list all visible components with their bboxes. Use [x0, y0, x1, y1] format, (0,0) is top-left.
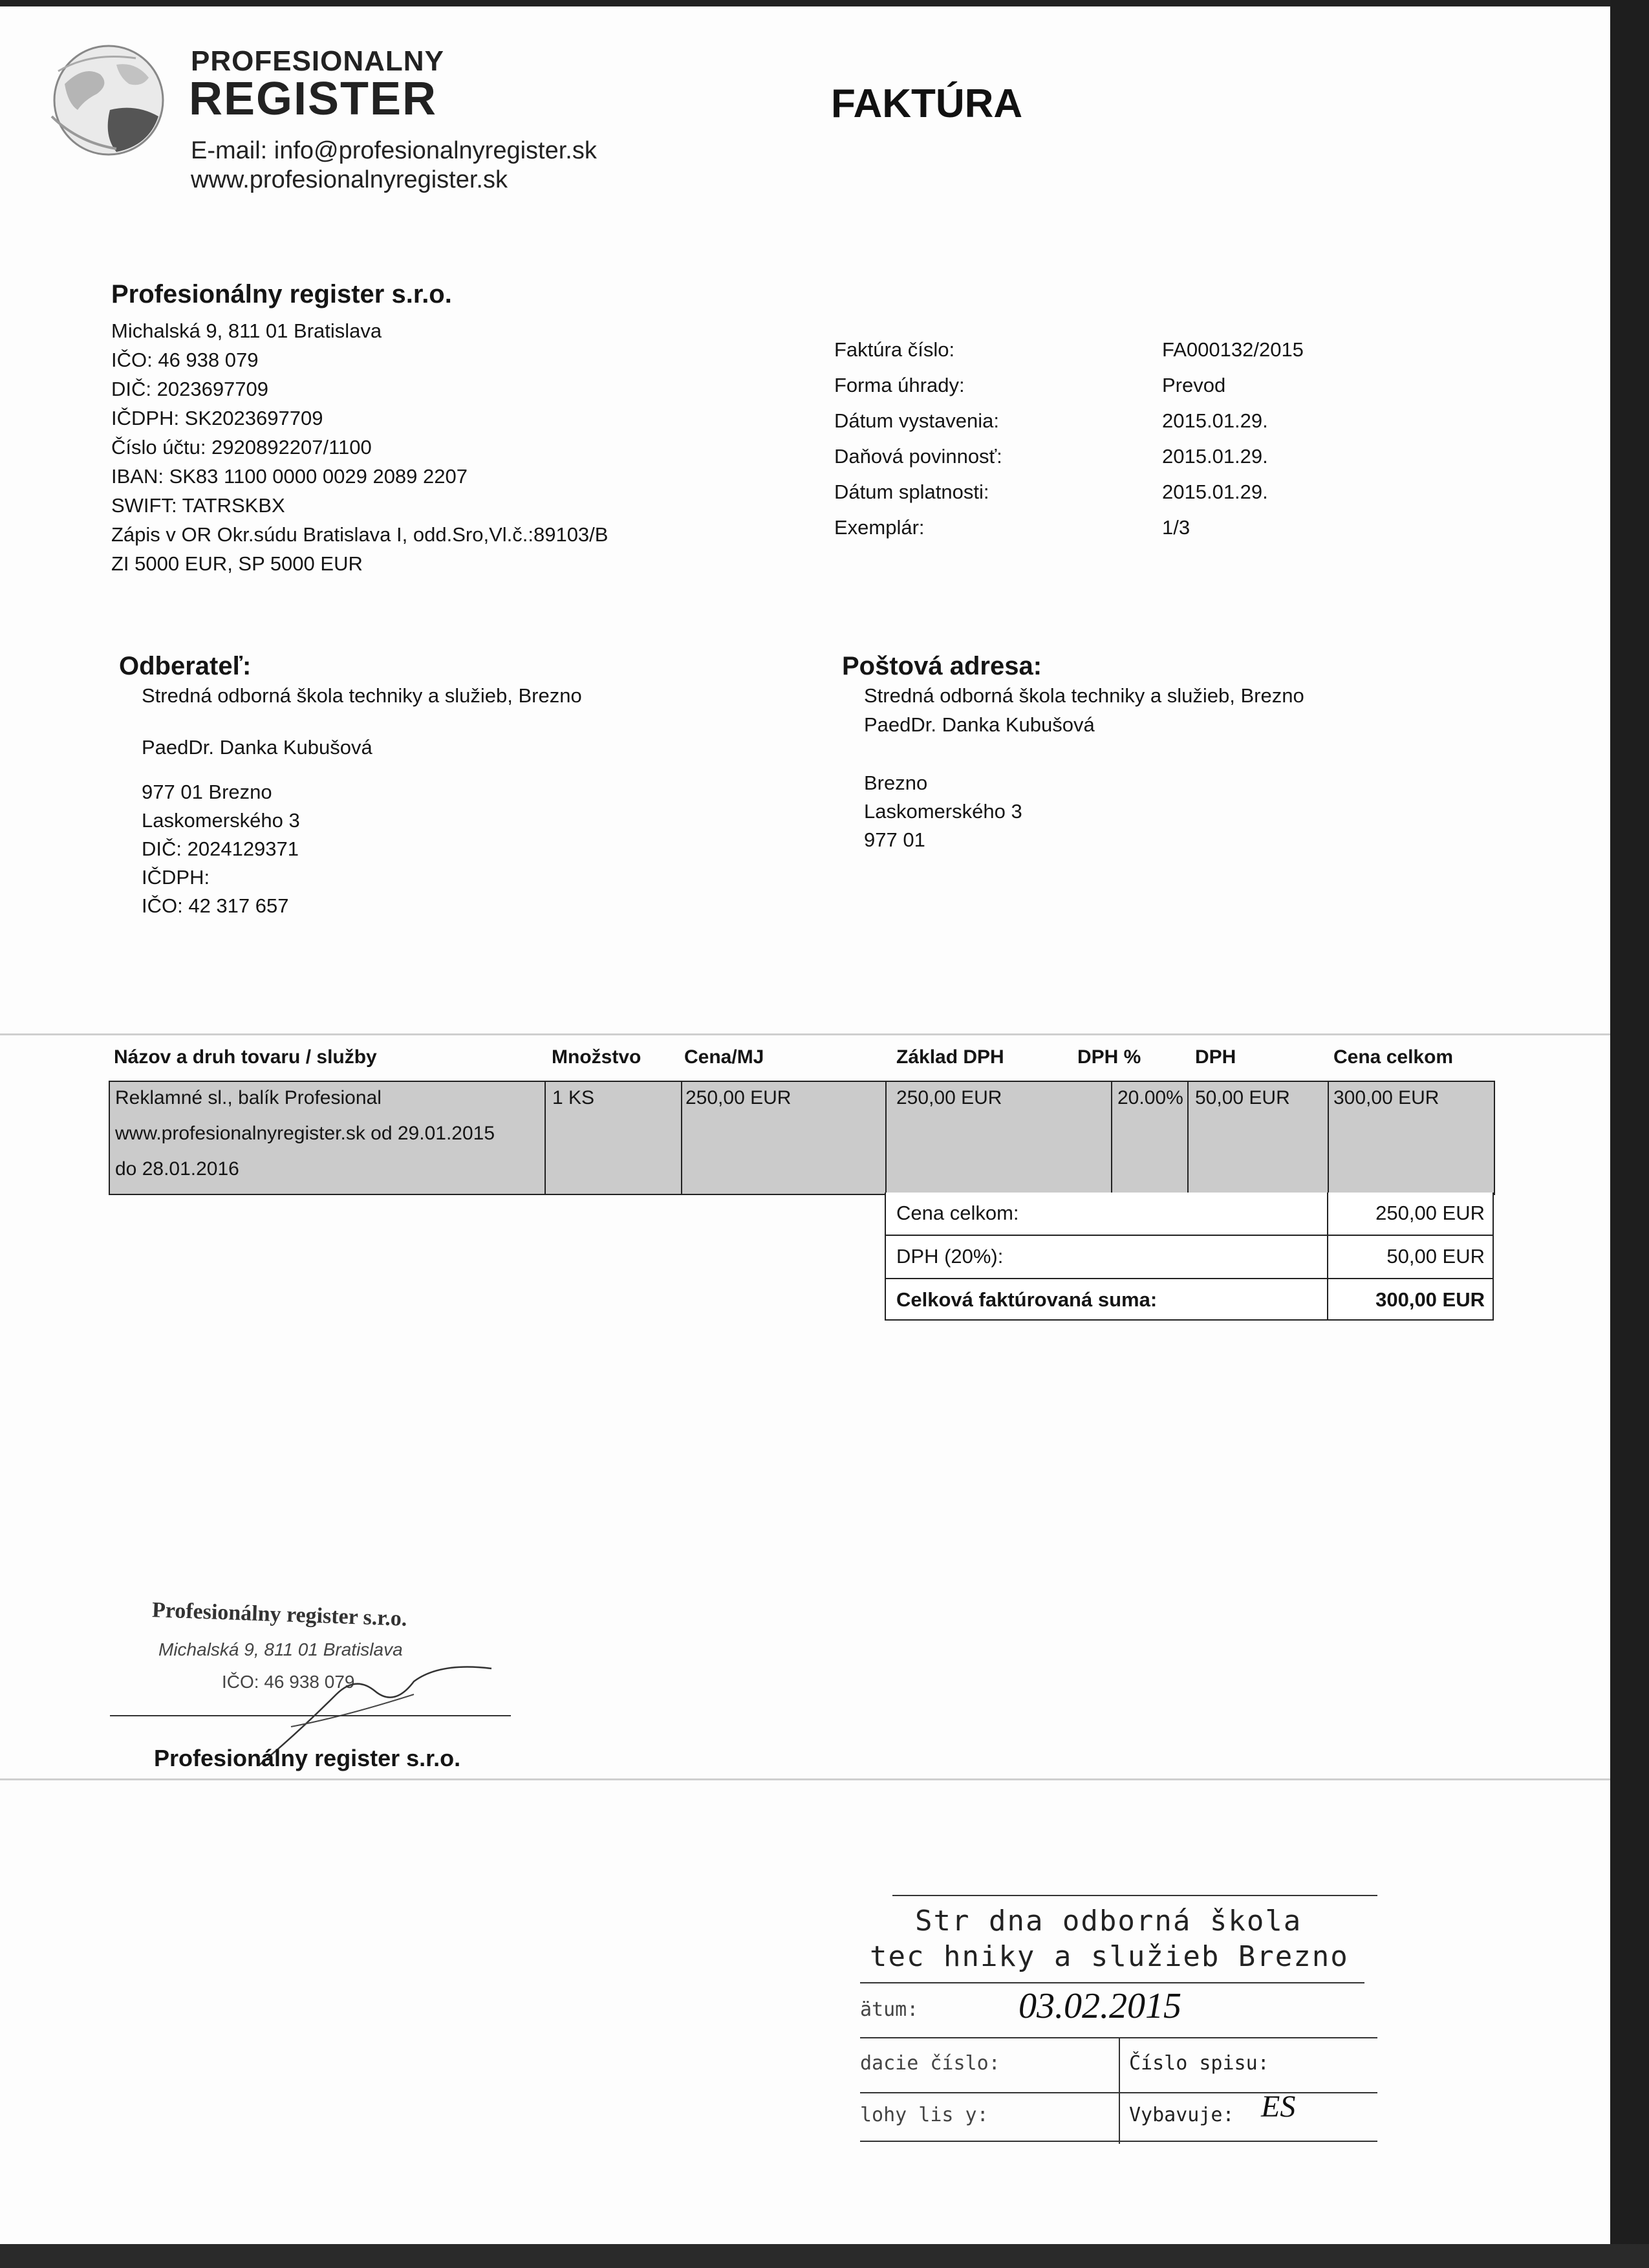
- meta-label: Daňová povinnosť:: [834, 445, 1002, 468]
- customer-street: Laskomerského 3: [142, 809, 300, 832]
- item-vat: 50,00 EUR: [1195, 1087, 1290, 1108]
- supplier-address: Michalská 9, 811 01 Bratislava: [111, 319, 382, 342]
- supplier-iban: IBAN: SK83 1100 0000 0029 2089 2207: [111, 465, 468, 488]
- meta-label: Forma úhrady:: [834, 374, 965, 396]
- company-stamp: Michalská 9, 811 01 Bratislava: [158, 1639, 403, 1659]
- registry-handler-label: Vybavuje:: [1129, 2104, 1234, 2126]
- payment-method: Prevod: [1162, 374, 1226, 396]
- postal-zip: 977 01: [864, 828, 925, 851]
- totals-label: DPH (20%):: [896, 1245, 1004, 1268]
- brand-name-top: PROFESIONALNY: [191, 45, 444, 77]
- item-total: 300,00 EUR: [1333, 1087, 1439, 1108]
- customer-contact: PaedDr. Danka Kubušová: [142, 736, 372, 759]
- postal-city: Brezno: [864, 772, 928, 794]
- supplier-name: Profesionálny register s.r.o.: [111, 280, 452, 308]
- postal-contact: PaedDr. Danka Kubušová: [864, 713, 1095, 736]
- item-tax-base: 250,00 EUR: [896, 1087, 1002, 1108]
- totals-row: [886, 1236, 1493, 1279]
- meta-label: Dátum splatnosti:: [834, 481, 989, 503]
- scan-edge: [0, 2244, 1649, 2268]
- registry-file-label: Číslo spisu:: [1129, 2052, 1269, 2075]
- meta-label: Dátum vystavenia:: [834, 409, 999, 432]
- issue-date: 2015.01.29.: [1162, 409, 1268, 432]
- signature-line: [110, 1715, 511, 1716]
- column-header: Názov a druh tovaru / služby: [114, 1046, 377, 1068]
- item-description: Reklamné sl., balík Profesional: [115, 1087, 382, 1108]
- brand-name-main: REGISTER: [189, 73, 438, 125]
- item-description: do 28.01.2016: [115, 1158, 239, 1180]
- column-header: Cena celkom: [1333, 1046, 1454, 1068]
- registry-stamp-title: Str dna odborná škola: [915, 1905, 1302, 1938]
- tax-date: 2015.01.29.: [1162, 445, 1268, 468]
- company-stamp: Profesionálny register s.r.o.: [151, 1598, 407, 1631]
- signature-company-name: Profesionálny register s.r.o.: [154, 1745, 461, 1771]
- column-header: DPH: [1195, 1046, 1236, 1068]
- postal-heading: Poštová adresa:: [842, 652, 1042, 680]
- company-website: www.profesionalnyregister.sk: [191, 166, 508, 193]
- grand-total-value: 300,00 EUR: [1375, 1288, 1485, 1311]
- registry-date-value: 03.02.2015: [1018, 1986, 1181, 2026]
- item-unit-price: 250,00 EUR: [685, 1087, 792, 1108]
- column-header: DPH %: [1077, 1046, 1141, 1068]
- registry-stamp: [860, 1892, 1377, 2157]
- customer-heading: Odberateľ:: [119, 652, 252, 680]
- copy-number: 1/3: [1162, 516, 1191, 539]
- supplier-swift: SWIFT: TATRSKBX: [111, 494, 285, 517]
- customer-name: Stredná odborná škola techniky a služieb, Brezno: [142, 684, 582, 707]
- customer-icdph: IČDPH:: [142, 866, 210, 889]
- registry-number-label: dacie číslo:: [860, 2052, 1000, 2075]
- totals-value: 250,00 EUR: [1375, 1202, 1485, 1224]
- globe-icon: [39, 39, 178, 162]
- paper-fold: [0, 1778, 1610, 1780]
- customer-city: 977 01 Brezno: [142, 781, 272, 803]
- supplier-registration: Zápis v OR Okr.súdu Bratislava I, odd.Sro,Vl.č.:89103/B: [111, 523, 609, 546]
- column-header: Cena/MJ: [684, 1046, 764, 1068]
- column-header: Základ DPH: [896, 1046, 1004, 1068]
- item-description: www.profesionalnyregister.sk od 29.01.2015: [115, 1123, 495, 1144]
- scan-edge: [0, 0, 1649, 6]
- customer-ico: IČO: 42 317 657: [142, 894, 289, 917]
- meta-label: Faktúra číslo:: [834, 338, 955, 361]
- totals-label: Cena celkom:: [896, 1202, 1019, 1224]
- scan-edge: [1610, 0, 1649, 2268]
- totals-row: [886, 1279, 1493, 1321]
- table-row: [109, 1081, 1495, 1195]
- registry-date-label: ätum:: [860, 1998, 919, 2021]
- totals-row: [886, 1193, 1493, 1236]
- registry-stamp-title: tec hniky a služieb Brezno: [870, 1940, 1349, 1973]
- company-stamp: IČO: 46 938 079: [222, 1672, 355, 1692]
- supplier-capital: ZI 5000 EUR, SP 5000 EUR: [111, 552, 363, 575]
- item-quantity: 1 KS: [552, 1087, 595, 1108]
- supplier-dic: DIČ: 2023697709: [111, 378, 269, 400]
- registry-sheets-label: lohy lis y:: [860, 2104, 989, 2126]
- item-vat-percent: 20.00%: [1117, 1087, 1183, 1108]
- paper-fold: [0, 1033, 1610, 1035]
- grand-total-label: Celková faktúrovaná suma:: [896, 1288, 1158, 1311]
- postal-street: Laskomerského 3: [864, 800, 1022, 823]
- supplier-icdph: IČDPH: SK2023697709: [111, 407, 323, 429]
- totals-value: 50,00 EUR: [1386, 1245, 1485, 1268]
- document-title: FAKTÚRA: [831, 81, 1023, 126]
- registry-handler-initials: ES: [1261, 2090, 1296, 2124]
- supplier-ico: IČO: 46 938 079: [111, 349, 259, 371]
- postal-name: Stredná odborná škola techniky a služieb, Brezno: [864, 684, 1304, 707]
- supplier-account: Číslo účtu: 2920892207/1100: [111, 436, 372, 459]
- due-date: 2015.01.29.: [1162, 481, 1268, 503]
- meta-label: Exemplár:: [834, 516, 925, 539]
- company-email: E-mail: info@profesionalnyregister.sk: [191, 137, 597, 164]
- invoice-number: FA000132/2015: [1162, 338, 1304, 361]
- customer-dic: DIČ: 2024129371: [142, 837, 299, 860]
- totals-table: [885, 1193, 1494, 1321]
- column-header: Množstvo: [552, 1046, 641, 1068]
